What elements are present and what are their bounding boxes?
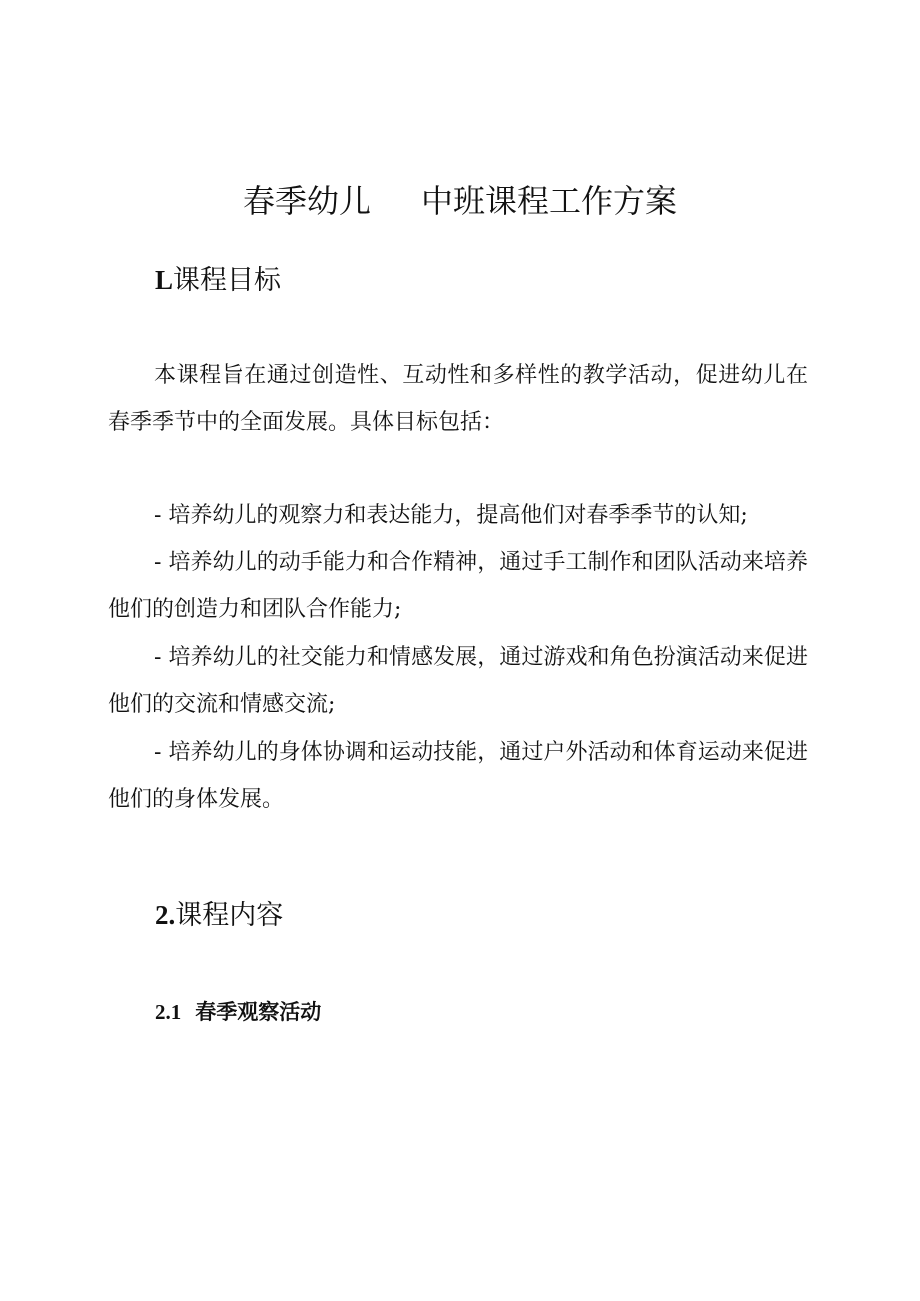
title-part-1: 春季幼儿 <box>242 182 371 220</box>
subsection-heading <box>155 996 321 1026</box>
section-heading-goals <box>155 258 281 297</box>
section-title: 课程内容 <box>175 900 284 931</box>
goal-item-2: - 培养幼儿的动手能力和合作精神，通过手工制作和团队活动来培养他们的创造力和团队合作能力; <box>108 550 808 622</box>
section-number: L <box>155 265 174 295</box>
title-part-2: 中班课程工作方案 <box>421 182 678 220</box>
section-title: 课程目标 <box>173 265 282 296</box>
goal-item-1: - 培养幼儿的观察力和表达能力，提高他们对春季季节的认知; <box>154 503 748 528</box>
goal-item-3: - 培养幼儿的社交能力和情感发展，通过游戏和角色扮演活动来促进他们的交流和情感交流; <box>108 645 808 717</box>
subsection-number: 2.1 <box>155 1000 182 1024</box>
goal-item-4: - 培养幼儿的身体协调和运动技能，通过户外活动和体育运动来促进他们的身体发展。 <box>108 740 808 812</box>
document-title <box>0 176 920 222</box>
section-number: 2. <box>155 900 176 930</box>
section-heading-content <box>155 893 283 932</box>
intro-paragraph: 本课程旨在通过创造性、互动性和多样性的教学活动，促进幼儿在春季季节中的全面发展。具体目标包括： <box>108 363 808 435</box>
subsection-title: 春季观察活动 <box>195 1000 322 1024</box>
